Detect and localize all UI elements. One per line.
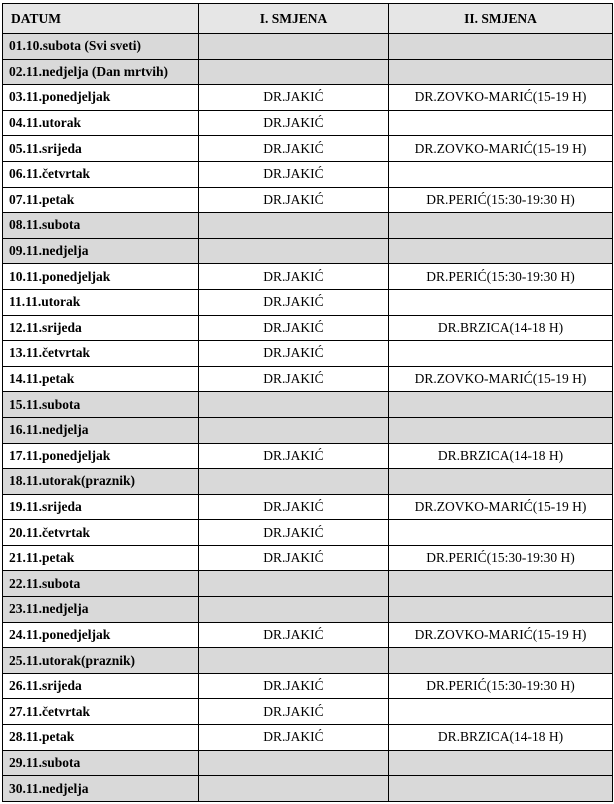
header-shift-2: II. SMJENA	[389, 4, 613, 34]
date-cell: 08.11.subota	[3, 213, 199, 239]
shift-2-cell	[389, 776, 613, 802]
date-cell: 10.11.ponedjeljak	[3, 264, 199, 290]
date-cell: 14.11.petak	[3, 366, 199, 392]
date-cell: 06.11.četvrtak	[3, 161, 199, 187]
table-row	[3, 392, 613, 418]
shift-2-cell	[389, 110, 613, 136]
shift-1-cell	[199, 213, 389, 239]
shift-1-cell: DR.JAKIĆ	[199, 110, 389, 136]
date-cell: 26.11.srijeda	[3, 673, 199, 699]
table-row	[3, 85, 613, 111]
table-row	[3, 289, 613, 315]
shift-2-cell: DR.BRZICA(14-18 H)	[389, 443, 613, 469]
date-cell: 11.11.utorak	[3, 289, 199, 315]
shift-2-cell	[389, 59, 613, 85]
table-row	[3, 494, 613, 520]
shift-2-cell: DR.PERIĆ(15:30-19:30 H)	[389, 187, 613, 213]
table-row	[3, 520, 613, 546]
table-row	[3, 622, 613, 648]
date-cell: 13.11.četvrtak	[3, 341, 199, 367]
table-row	[3, 417, 613, 443]
table-row	[3, 187, 613, 213]
date-cell: 25.11.utorak(praznik)	[3, 648, 199, 674]
shift-2-cell	[389, 341, 613, 367]
shift-2-cell	[389, 417, 613, 443]
shift-1-cell: DR.JAKIĆ	[199, 136, 389, 162]
date-cell: 09.11.nedjelja	[3, 238, 199, 264]
shift-2-cell	[389, 213, 613, 239]
shift-1-cell: DR.JAKIĆ	[199, 443, 389, 469]
schedule-body	[3, 34, 613, 802]
date-cell: 29.11.subota	[3, 750, 199, 776]
shift-2-cell	[389, 469, 613, 495]
shift-2-cell	[389, 161, 613, 187]
table-row	[3, 238, 613, 264]
shift-1-cell: DR.JAKIĆ	[199, 545, 389, 571]
date-cell: 02.11.nedjelja (Dan mrtvih)	[3, 59, 199, 85]
date-cell: 04.11.utorak	[3, 110, 199, 136]
shift-1-cell: DR.JAKIĆ	[199, 725, 389, 751]
table-row	[3, 341, 613, 367]
table-row	[3, 648, 613, 674]
shift-2-cell: DR.ZOVKO-MARIĆ(15-19 H)	[389, 494, 613, 520]
date-cell: 16.11.nedjelja	[3, 417, 199, 443]
shift-2-cell: DR.PERIĆ(15:30-19:30 H)	[389, 264, 613, 290]
table-row	[3, 443, 613, 469]
date-cell: 18.11.utorak(praznik)	[3, 469, 199, 495]
shift-1-cell	[199, 648, 389, 674]
shift-1-cell: DR.JAKIĆ	[199, 264, 389, 290]
date-cell: 05.11.srijeda	[3, 136, 199, 162]
shift-1-cell: DR.JAKIĆ	[199, 494, 389, 520]
table-row	[3, 161, 613, 187]
shift-1-cell	[199, 776, 389, 802]
table-row	[3, 59, 613, 85]
date-cell: 28.11.petak	[3, 725, 199, 751]
header-date: DATUM	[3, 4, 199, 34]
table-row	[3, 110, 613, 136]
table-row	[3, 213, 613, 239]
table-row	[3, 469, 613, 495]
date-cell: 22.11.subota	[3, 571, 199, 597]
table-row	[3, 264, 613, 290]
table-row	[3, 725, 613, 751]
date-cell: 17.11.ponedjeljak	[3, 443, 199, 469]
shift-1-cell	[199, 417, 389, 443]
shift-2-cell: DR.ZOVKO-MARIĆ(15-19 H)	[389, 136, 613, 162]
date-cell: 15.11.subota	[3, 392, 199, 418]
schedule-table	[2, 3, 613, 802]
date-cell: 01.10.subota (Svi sveti)	[3, 34, 199, 60]
header-shift-1: I. SMJENA	[199, 4, 389, 34]
table-row	[3, 673, 613, 699]
date-cell: 20.11.četvrtak	[3, 520, 199, 546]
shift-2-cell	[389, 238, 613, 264]
date-cell: 12.11.srijeda	[3, 315, 199, 341]
table-row	[3, 34, 613, 60]
shift-1-cell: DR.JAKIĆ	[199, 341, 389, 367]
shift-1-cell	[199, 571, 389, 597]
table-row	[3, 699, 613, 725]
table-row	[3, 571, 613, 597]
shift-2-cell	[389, 34, 613, 60]
shift-1-cell: DR.JAKIĆ	[199, 315, 389, 341]
table-row	[3, 597, 613, 623]
date-cell: 27.11.četvrtak	[3, 699, 199, 725]
shift-1-cell	[199, 34, 389, 60]
shift-1-cell: DR.JAKIĆ	[199, 673, 389, 699]
date-cell: 24.11.ponedjeljak	[3, 622, 199, 648]
shift-2-cell	[389, 699, 613, 725]
shift-1-cell: DR.JAKIĆ	[199, 161, 389, 187]
shift-1-cell: DR.JAKIĆ	[199, 366, 389, 392]
shift-2-cell	[389, 392, 613, 418]
shift-2-cell: DR.ZOVKO-MARIĆ(15-19 H)	[389, 85, 613, 111]
date-cell: 03.11.ponedjeljak	[3, 85, 199, 111]
shift-1-cell	[199, 750, 389, 776]
date-cell: 21.11.petak	[3, 545, 199, 571]
table-row	[3, 750, 613, 776]
shift-1-cell: DR.JAKIĆ	[199, 85, 389, 111]
table-row	[3, 136, 613, 162]
shift-2-cell: DR.PERIĆ(15:30-19:30 H)	[389, 673, 613, 699]
date-cell: 30.11.nedjelja	[3, 776, 199, 802]
table-row	[3, 315, 613, 341]
shift-1-cell	[199, 392, 389, 418]
shift-2-cell: DR.ZOVKO-MARIĆ(15-19 H)	[389, 366, 613, 392]
table-row	[3, 366, 613, 392]
shift-1-cell: DR.JAKIĆ	[199, 699, 389, 725]
shift-2-cell	[389, 289, 613, 315]
shift-2-cell	[389, 597, 613, 623]
date-cell: 23.11.nedjelja	[3, 597, 199, 623]
header-row	[3, 4, 613, 34]
shift-1-cell: DR.JAKIĆ	[199, 187, 389, 213]
shift-2-cell	[389, 648, 613, 674]
shift-2-cell: DR.BRZICA(14-18 H)	[389, 725, 613, 751]
shift-2-cell: DR.PERIĆ(15:30-19:30 H)	[389, 545, 613, 571]
shift-1-cell: DR.JAKIĆ	[199, 520, 389, 546]
date-cell: 19.11.srijeda	[3, 494, 199, 520]
table-row	[3, 776, 613, 802]
table-row	[3, 545, 613, 571]
shift-1-cell	[199, 469, 389, 495]
shift-2-cell	[389, 750, 613, 776]
shift-2-cell: DR.BRZICA(14-18 H)	[389, 315, 613, 341]
shift-2-cell: DR.ZOVKO-MARIĆ(15-19 H)	[389, 622, 613, 648]
shift-1-cell: DR.JAKIĆ	[199, 289, 389, 315]
shift-2-cell	[389, 571, 613, 597]
shift-1-cell	[199, 597, 389, 623]
shift-1-cell: DR.JAKIĆ	[199, 622, 389, 648]
shift-1-cell	[199, 238, 389, 264]
shift-2-cell	[389, 520, 613, 546]
shift-1-cell	[199, 59, 389, 85]
date-cell: 07.11.petak	[3, 187, 199, 213]
